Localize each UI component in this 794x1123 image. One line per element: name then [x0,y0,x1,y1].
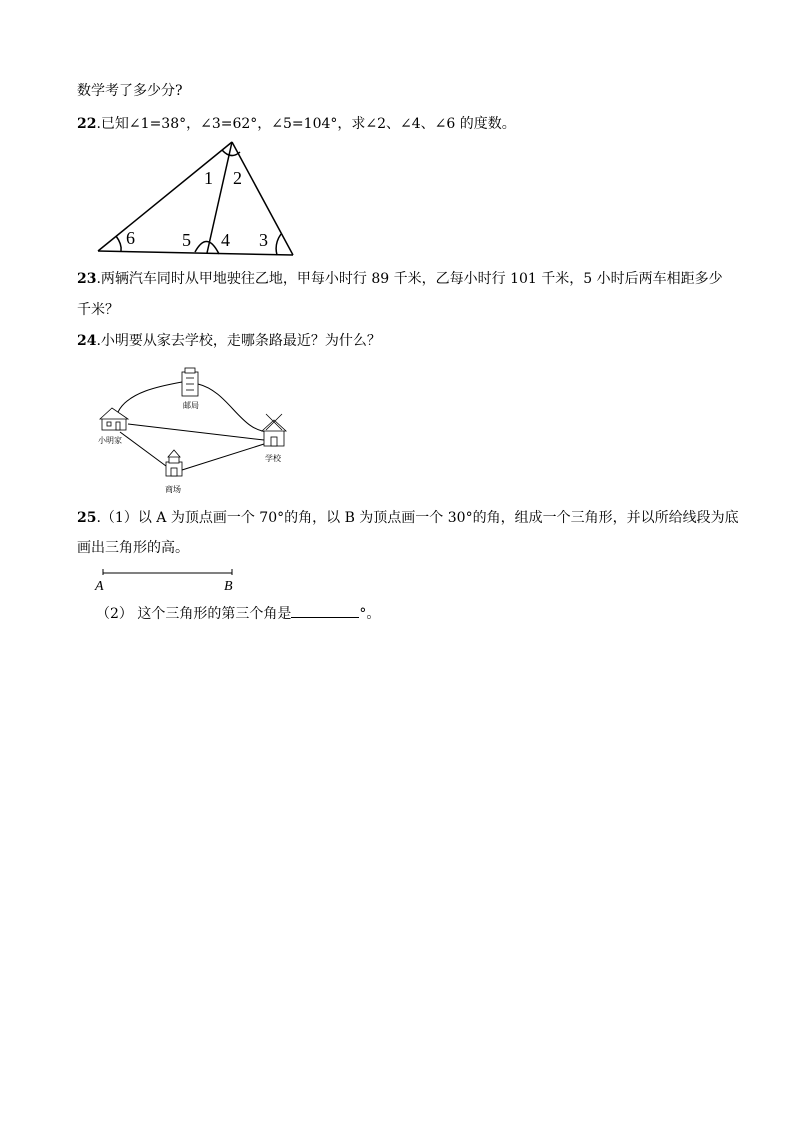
map-label-market: 商场 [165,485,181,494]
angle-label-1: 1 [204,168,213,188]
angle-label-3: 3 [259,230,268,250]
q22-triangle-figure [94,138,309,260]
q25-line1 [77,508,739,528]
q23-body: .两辆汽车同时从甲地驶往乙地，甲每小时行 89 千米，乙每小时行 101 千米，5 小时后两车相距多少 [96,271,723,287]
angle-label-4: 4 [221,230,230,250]
q22-text [77,114,516,134]
home-icon [100,408,128,430]
route-market-school [182,444,264,470]
q25-segment-ab [92,566,242,596]
q25-part2 [96,603,380,624]
answer-blank[interactable] [291,603,359,618]
school-icon [262,414,286,446]
q25-number: 25 [77,510,97,526]
route-direct [128,424,264,440]
q24-body: .小明要从家去学校，走哪条路最近？为什么？ [96,333,381,349]
q23-number: 23 [77,271,97,287]
q22-body: .已知∠1=38°，∠3=62°，∠5=104°，求∠2、∠4、∠6 的度数。 [96,116,516,132]
q25-part2-suffix: °。 [359,606,381,622]
q24-route-map [90,362,310,500]
angle-label-6: 6 [126,228,135,248]
point-label-b: B [224,579,233,594]
angle-arc-3 [276,234,281,255]
angle-label-2: 2 [233,168,242,188]
post-office-icon [182,368,198,396]
q21-tail: 数学考了多少分? [77,83,183,99]
market-icon [166,450,182,476]
q24-text [77,331,381,351]
q23-line2: 千米？ [77,302,119,318]
q25-part2-prefix: （2） 这个三角形的第三个角是 [96,606,292,622]
point-label-a: A [95,579,104,594]
map-label-post: 邮局 [183,401,199,410]
map-label-school: 学校 [265,454,281,463]
q23-line1 [77,269,723,289]
route-home-market [120,432,166,466]
q25-line2: 画出三角形的高。 [77,540,189,556]
q24-number: 24 [77,333,97,349]
angle-label-5: 5 [182,230,191,250]
angle-arc-6 [116,236,121,251]
q25-body: .（1）以 A 为顶点画一个 70°的角，以 B 为顶点画一个 30°的角，组成一个三角形，并以所给线段为底 [96,510,739,526]
q22-number: 22 [77,116,97,132]
map-label-home: 小明家 [98,436,122,445]
